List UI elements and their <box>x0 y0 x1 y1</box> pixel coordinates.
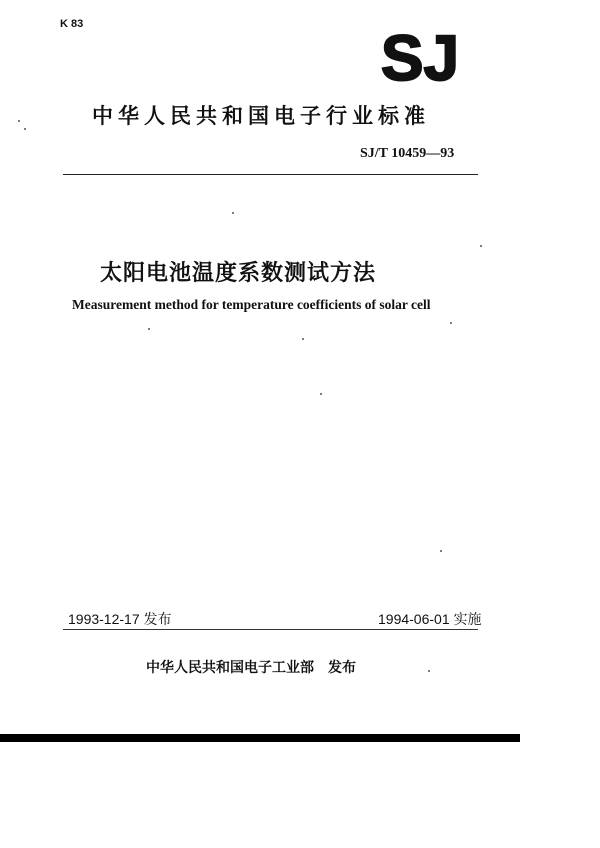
scan-speck <box>302 338 304 340</box>
scan-speck <box>450 322 452 324</box>
standard-number: SJ/T 10459—93 <box>360 146 455 161</box>
document-title: 太阳电池温度系数测试方法 <box>100 261 377 286</box>
top-divider <box>63 174 478 175</box>
bottom-bar <box>0 734 520 742</box>
classification-code: K 83 <box>60 18 84 30</box>
scan-speck <box>24 128 26 130</box>
scan-speck <box>18 120 20 122</box>
implementation-date: 1994-06-01 实施 <box>378 611 482 627</box>
date-divider <box>63 629 478 630</box>
sj-logo-text: SJ <box>380 28 460 86</box>
scan-speck <box>440 550 442 552</box>
scan-speck <box>428 670 430 672</box>
scan-speck <box>148 328 150 330</box>
scan-speck <box>232 212 234 214</box>
standard-category: 中华人民共和国电子行业标准 <box>92 104 430 128</box>
scan-speck <box>320 393 322 395</box>
issue-date: 1993-12-17 发布 <box>68 611 172 627</box>
sj-logo <box>370 28 470 86</box>
publisher: 中华人民共和国电子工业部 发布 <box>146 660 356 676</box>
scan-speck <box>480 245 482 247</box>
document-title-english: Measurement method for temperature coefficients of solar cell <box>72 297 431 312</box>
